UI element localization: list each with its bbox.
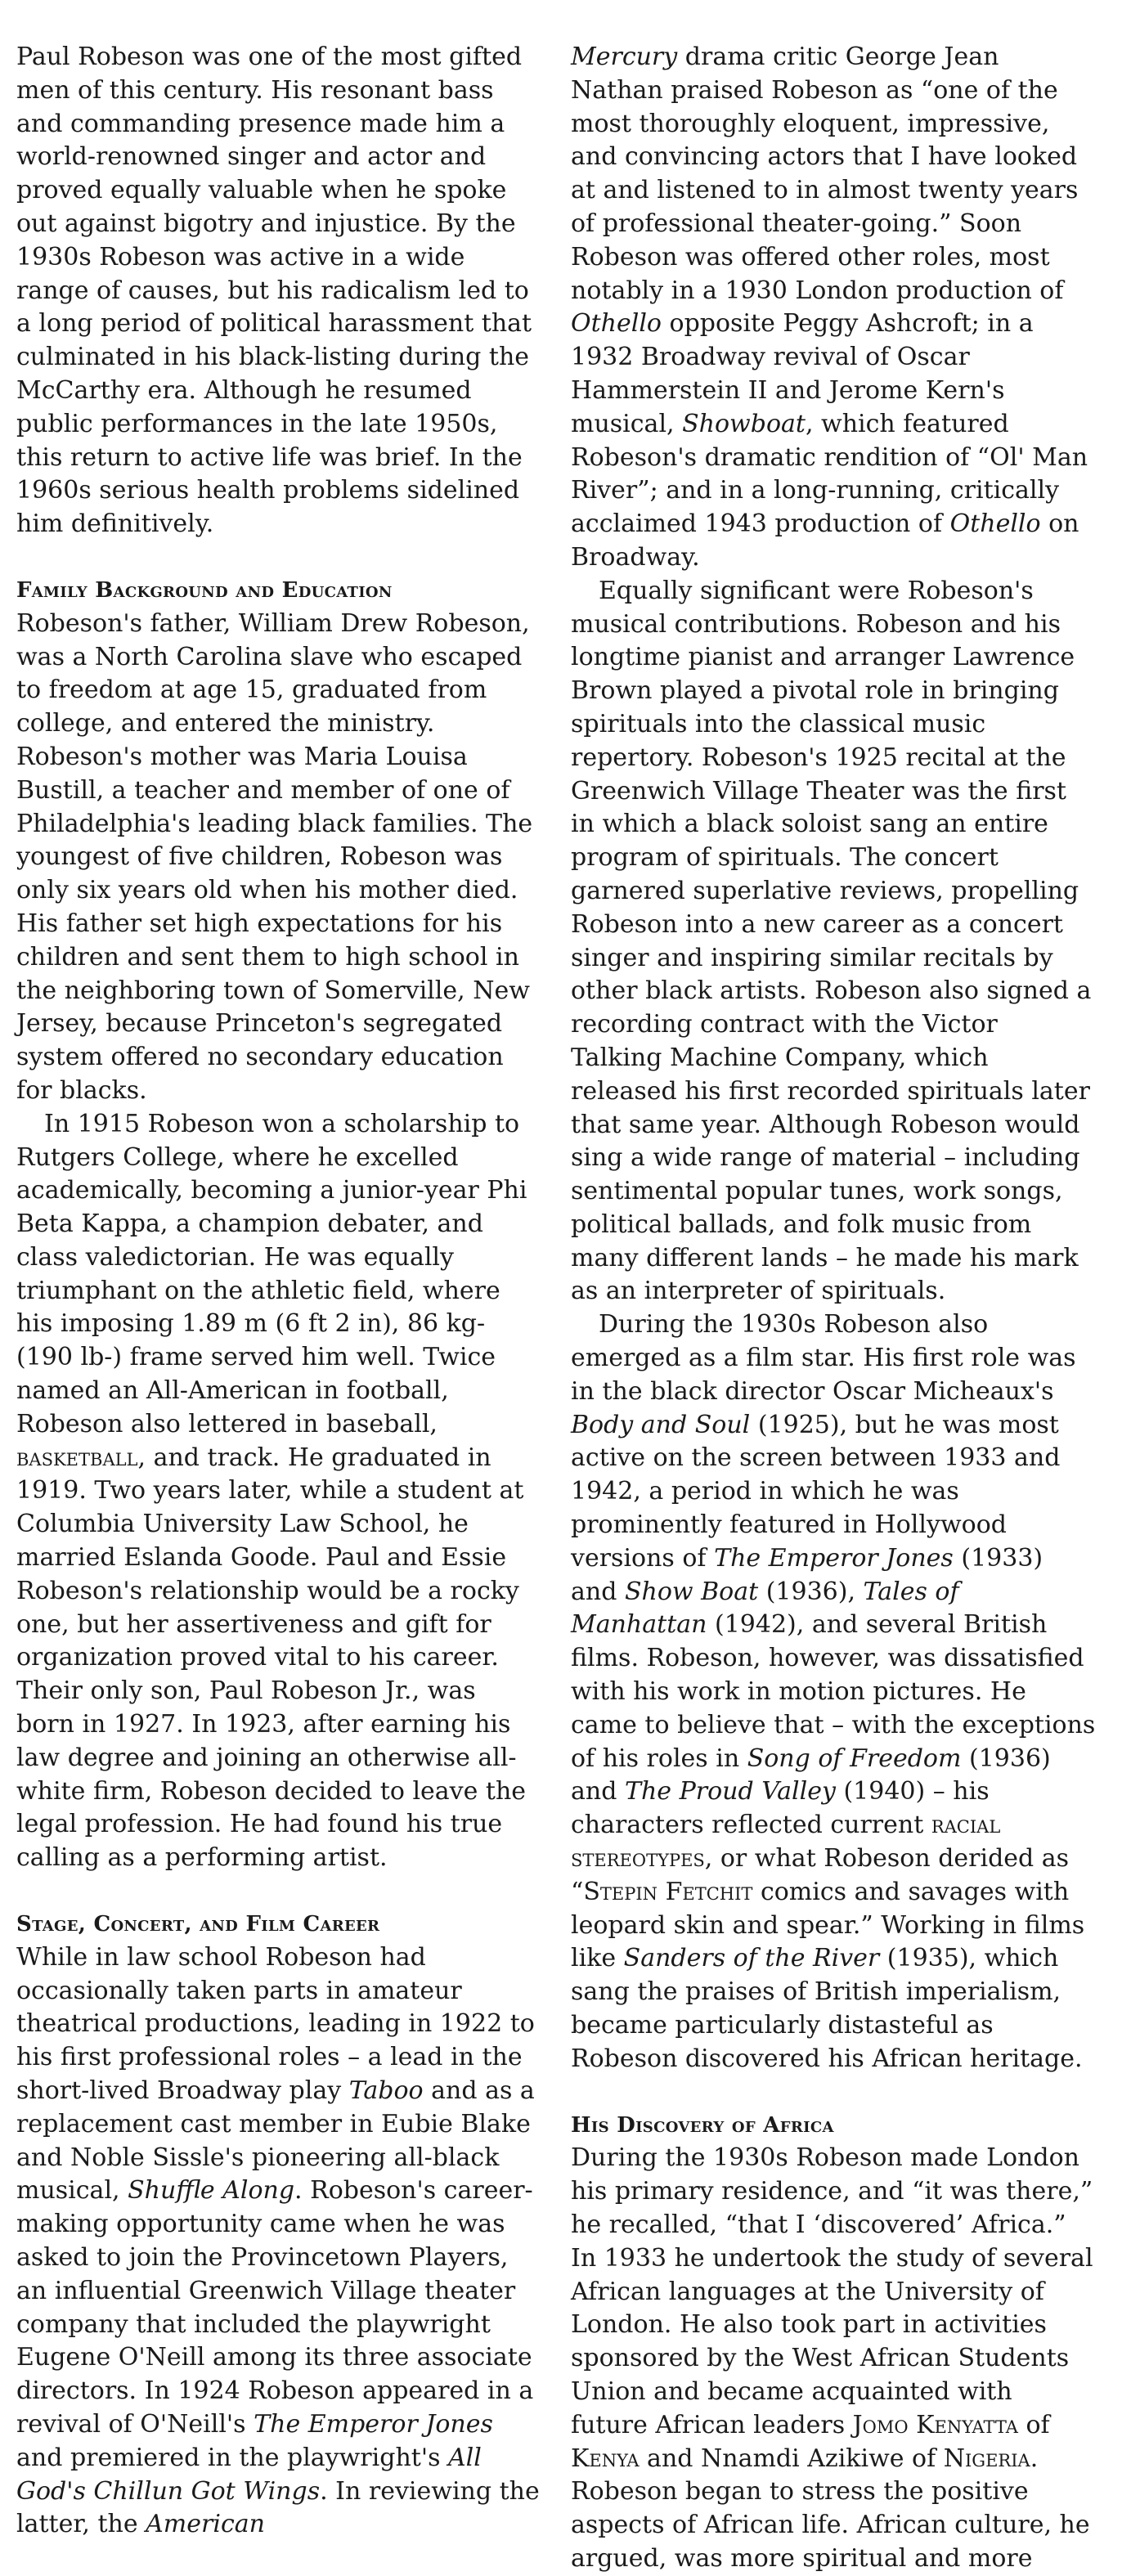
title-othello: Othello: [571, 309, 662, 339]
left-column: [16, 41, 541, 2539]
title-american-mercury: American: [146, 2510, 265, 2539]
title-show-boat: Show Boat: [624, 1577, 759, 1606]
film-paragraph: During the 1930s Robeson also emerged as a film star. His first role was in the black director Oscar Micheaux's Body and Soul (1925), but he was most active on the screen between 1933 and 1942, a period in which he was prominently featured in Hollywood versions of The Emperor Jones (1933) and Show Boat (1936), Tales of Manhattan (1942), and several British films. Robeson, however, was dissatisfied with his work in motion pictures. He came to believe that – with the exceptions of his roles in Song of Freedom (1936) and The Proud Valley (1940) – his characters reflected current racial stereotypes, or what Robeson derided as “Stepin Fetchit comics and savages with leopard skin and spear.” Working in films like Sanders of the River (1935), which sang the praises of British imperialism, became particularly distasteful as Robeson discovered his African heritage.: [571, 1310, 1096, 2073]
stepin-fetchit-crossref: Stepin Fetchit: [583, 1877, 753, 1906]
title-proud-valley: The Proud Valley: [624, 1777, 836, 1806]
nigeria-crossref: Nigeria: [943, 2444, 1030, 2473]
title-shuffle-along: Shuffle Along: [128, 2176, 295, 2206]
title-body-and-soul: Body and Soul: [571, 1410, 751, 1439]
racial-stereotypes-crossref: racial stereotypes: [571, 1811, 1001, 1874]
rutgers-paragraph: In 1915 Robeson won a scholarship to Rutgers College, where he excelled academically, becoming a junior-year Phi Beta Kappa, a champion debater, and class valedictorian. He was equally triumphant on the athletic field, where his imposing 1.89 m (6 ft 2 in), 86 kg- (190 lb-) frame served him well. Twice named an All-American in football, Robeson also lettered in baseball, basketball, and track. He graduated in 1919. Two years later, while a student at Columbia University Law School, he married Eslanda Goode. Paul and Essie Robeson's relationship would be a rocky one, but her assertiveness and gift for organization proved vital to his career. Their only son, Paul Robeson Jr., was born in 1927. In 1923, after earning his law degree and joining an otherwise all-white firm, Robeson decided to leave the legal profession. He had found his true calling as a performing artist.: [16, 1109, 527, 1873]
title-song-of-freedom: Song of Freedom: [747, 1744, 962, 1773]
title-tales-of-manhattan: Tales of Manhattan: [571, 1577, 959, 1640]
jomo-kenyatta-crossref: Jomo Kenyatta: [852, 2410, 1018, 2439]
intro-paragraph: Paul Robeson was one of the most gifted men of this century. His resonant bass and commanding presence made him a world-renowned singer and actor and proved equally valuable when he spoke out against bigotry and injustice. By the 1930s Robeson was active in a wide range of causes, but his radicalism led to a long period of political harassment that culminated in his black-listing during the McCarthy era. Although he resumed public performances in the late 1950s, this return to active life was brief. In the 1960s serious health problems sidelined him definitively.: [16, 43, 532, 539]
africa-paragraph: During the 1930s Robeson made London his primary residence, and “it was there,” he recalled, “that I ‘discovered’ Africa.” In 1933 he undertook the study of several African languages at the University of London. He also took part in activities sponsored by the West African Students Union and became acquainted with future African leaders Jomo Kenyatta of Kenya and Nnamdi Azikiwe of Nigeria. Robeson began to stress the positive aspects of African life. African culture, he argued, was more spiritual and more: [571, 2143, 1093, 2573]
kenya-crossref: Kenya: [571, 2444, 640, 2473]
title-emperor-jones: The Emperor Jones: [254, 2409, 493, 2439]
title-sanders-of-the-river: Sanders of the River: [623, 1944, 880, 1973]
right-column: [571, 41, 1096, 2573]
basketball-crossref: basketball: [16, 1443, 138, 1472]
music-paragraph: Equally significant were Robeson's musical contributions. Robeson and his longtime pianist and arranger Lawrence Brown played a pivotal role in bringing spirituals into the classical music repertory. Robeson's 1925 recital at the Greenwich Village Theater was the first in which a black soloist sang an entire program of spirituals. The concert garnered superlative reviews, propelling Robeson into a new career as a concert singer and inspiring similar recitals by other black artists. Robeson also signed a recording contract with the Victor Talking Machine Company, which released his first recorded spirituals later that same year. Although Robeson would sing a wide range of material – including sentimental popular tunes, work songs, political ballads, and folk music from many different lands – he made his mark as an interpreter of spirituals.: [571, 576, 1092, 1306]
stage-paragraph: While in law school Robeson had occasionally taken parts in amateur theatrical productions, leading in 1922 to his first professional roles – a lead in the short-lived Broadway play Taboo and as a replacement cast member in Eubie Blake and Noble Sissle's pioneering all-black musical, Shuffle Along. Robeson's career-making opportunity came when he was asked to join the Provincetown Players, an influential Greenwich Village theater company that included the playwright Eugene O'Neill among its three associate directors. In 1924 Robeson appeared in a revival of O'Neill's The Emperor Jones and premiered in the playwright's All God's Chillun Got Wings. In reviewing the latter, the American: [16, 1942, 540, 2539]
family-paragraph: Robeson's father, William Drew Robeson, was a North Carolina slave who escaped to freedom at age 15, graduated from college, and entered the ministry. Robeson's mother was Maria Louisa Bustill, a teacher and member of one of Philadelphia's leading black families. The youngest of five children, Robeson was only six years old when his mother died. His father set high expectations for his children and sent them to high school in the neighboring town of Somerville, New Jersey, because Princeton's segregated system offered no secondary education for blacks.: [16, 608, 533, 1105]
heading-discovery-of-africa: His Discovery of Africa: [571, 2112, 834, 2138]
heading-family-background: Family Background and Education: [16, 577, 393, 603]
heading-stage-career: Stage, Concert, and Film Career: [16, 1912, 380, 1937]
title-othello-1943: Othello: [949, 509, 1041, 539]
title-emperor-jones-film: The Emperor Jones: [714, 1543, 954, 1573]
title-taboo: Taboo: [348, 2076, 424, 2106]
mercury-paragraph: Mercury drama critic George Jean Nathan praised Robeson as “one of the most thoroughly eloquent, impressive, and convincing actors that I have looked at and listened to in almost twenty years of professional theater-going.” Soon Robeson was offered other roles, most notably in a 1930 London production of Othello opposite Peggy Ashcroft; in a 1932 Broadway revival of Oscar Hammerstein II and Jerome Kern's musical, Showboat, which featured Robeson's dramatic rendition of “Ol' Man River”; and in a long-running, critically acclaimed 1943 production of Othello on Broadway.: [571, 43, 1088, 572]
title-all-gods-chillun: All God's Chillun Got Wings: [16, 2443, 482, 2506]
title-showboat: Showboat: [682, 409, 806, 438]
